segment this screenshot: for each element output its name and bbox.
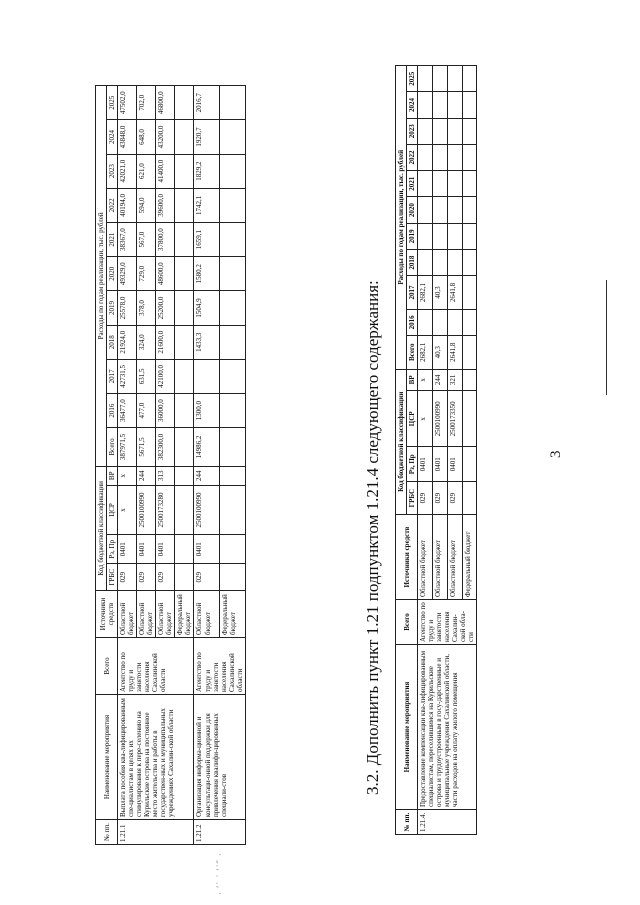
row-value: 1300,0 [194,393,220,427]
row-executor: Агентство по труду и занятости населения Сахалин-ской обла-сти [418,600,477,645]
row-source: Областной бюджет [137,591,156,638]
row-csr: x [418,391,433,447]
row-rzpr: 0401 [418,447,433,482]
row-value [418,309,433,335]
page-number: 3 [548,450,564,458]
header-num: № пп. [96,820,118,845]
row-source: Областной бюджет [118,591,137,638]
row-value [432,118,447,144]
row-value [175,120,194,154]
header-year: 2016 [407,309,418,335]
row-value [220,428,246,467]
row-value: 621,0 [137,154,156,188]
row-grbs: 029 [432,482,447,515]
row-grbs [175,564,194,591]
row-grbs: 029 [118,564,137,591]
row-csr [462,391,477,447]
header-year: 2016 [107,393,118,427]
row-value: 37800,0 [156,222,175,256]
row-value: 40,3 [432,336,447,370]
header-year: 2021 [407,171,418,197]
row-value [447,249,462,275]
header-year: 2018 [407,249,418,275]
row-value: 1742,1 [194,188,220,222]
row-vr: x [118,466,137,485]
row-csr: 2500173280 [156,485,175,534]
row-executor: Агентство по труду и занятости населения Сахалинской области [118,638,194,695]
row-value [220,188,246,222]
header-name: Наименование мероприятия [396,645,418,810]
header-year: 2017 [407,276,418,310]
row-value [175,393,194,427]
row-grbs [220,564,246,591]
row-value: 729,0 [137,257,156,291]
row-grbs: 029 [137,564,156,591]
row-value: 49329,0 [118,257,137,291]
row-grbs: 029 [418,482,433,515]
table-measures-1 [95,85,246,845]
row-value [462,118,477,144]
row-value: 36000,0 [156,393,175,427]
row-value [447,92,462,118]
row-value [462,309,477,335]
row-value: 1504,9 [194,291,220,325]
row-value [462,223,477,249]
row-value: 477,0 [137,393,156,427]
row-value: 378,0 [137,291,156,325]
header-year: 2020 [107,257,118,291]
header-expenses: Расходы по годам реализации, тыс. рублей [96,86,107,467]
header-vr: ВР [107,466,118,485]
header-rzpr: Рз, Пр [407,447,418,482]
row-value [432,309,447,335]
section-heading: 3.2. Дополнить пункт 1.21 подпунктом 1.21.4 следующего содержания: [363,280,382,795]
row-value: 1580,2 [194,257,220,291]
row-rzpr [220,535,246,564]
row-value [220,291,246,325]
scan-marks: · ′˙ ˙ ′˙˝ · [215,852,225,895]
row-value: 387971,5 [118,428,137,467]
header-year: 2019 [407,223,418,249]
row-value [220,222,246,256]
row-rzpr: 0401 [447,447,462,482]
row-value: 1659,1 [194,222,220,256]
row-num: 1.21.4. [418,810,477,835]
row-num: 1.21.2 [194,820,245,845]
row-value [175,257,194,291]
row-vr [175,466,194,485]
row-value: 2641,8 [447,336,462,370]
row-rzpr: 0401 [137,535,156,564]
row-value [220,257,246,291]
row-vr: 313 [156,466,175,485]
row-rzpr: 0401 [194,535,220,564]
row-value [418,171,433,197]
row-value [175,188,194,222]
row-value: 594,0 [137,188,156,222]
row-value [418,249,433,275]
row-value [432,92,447,118]
row-vr: x [418,369,433,391]
row-name: Организация информа-ционной и консультаци-онной поддержки для привлечения квалифи-цированных специали-стов [194,695,245,820]
row-value: 25578,0 [118,291,137,325]
row-value: 43200,0 [156,120,175,154]
row-csr: 2500173350 [447,391,462,447]
row-value [432,223,447,249]
header-source: Источники средств [96,591,118,638]
row-value: 2682,1 [418,336,433,370]
row-value [462,66,477,92]
header-year: 2020 [407,197,418,223]
header-year: 2023 [107,154,118,188]
row-value: 42731,5 [118,359,137,393]
row-csr: 2500100990 [432,391,447,447]
header-grbs: ГРБС [107,564,118,591]
row-value [418,118,433,144]
row-value [175,154,194,188]
row-value [175,86,194,120]
header-year: 2021 [107,222,118,256]
row-value [432,249,447,275]
row-value: 42021,0 [118,154,137,188]
row-value: 324,0 [137,325,156,359]
header-year: 2025 [107,86,118,120]
row-value [220,154,246,188]
row-value: 21600,0 [156,325,175,359]
header-csr: ЦСР [407,391,418,447]
row-vr: 244 [194,466,220,485]
row-value [418,66,433,92]
row-value [418,197,433,223]
row-value [220,359,246,393]
row-value [432,144,447,170]
row-grbs: 029 [447,482,462,515]
row-value [462,92,477,118]
row-value [462,197,477,223]
row-vr [462,369,477,391]
row-value [432,197,447,223]
row-vr: 321 [447,369,462,391]
row-value: 1920,7 [194,120,220,154]
row-value [462,249,477,275]
row-vr: 244 [432,369,447,391]
row-rzpr [175,535,194,564]
row-value: 2682,1 [418,276,433,310]
row-value: 702,0 [137,86,156,120]
header-year: 2022 [107,188,118,222]
row-value: 2016,7 [194,86,220,120]
row-value [462,276,477,310]
row-value [462,336,477,370]
row-value [220,86,246,120]
header-year: 2019 [107,291,118,325]
header-kbk: Код бюджетной классификации [96,466,107,590]
row-value [220,393,246,427]
row-source: Областной бюджет [447,515,462,600]
row-value: 40,3 [432,276,447,310]
table-measures-2 [395,65,477,835]
row-value: 648,0 [137,120,156,154]
header-expenses: Расходы по годам реализации, тыс. рублей [396,66,407,370]
row-grbs: 029 [194,564,220,591]
header-year: 2024 [407,92,418,118]
row-csr: 2500100990 [137,485,156,534]
row-value [462,171,477,197]
row-value: 2641,8 [447,276,462,310]
row-vr: 244 [137,466,156,485]
header-executor: Всего [396,600,418,645]
header-year: 2022 [407,144,418,170]
row-value [447,309,462,335]
row-value [418,92,433,118]
row-value: 14986,2 [194,428,220,467]
row-value: 40194,0 [118,188,137,222]
row-value [447,171,462,197]
row-value [418,223,433,249]
row-rzpr: 0401 [156,535,175,564]
header-num: № пп. [396,810,418,835]
header-kbk: Код бюджетной классификации [396,369,407,514]
row-source: Федеральный бюджет [462,515,477,600]
row-vr [220,466,246,485]
row-grbs [462,482,477,515]
row-value: 42100,0 [156,359,175,393]
header-executor: Всего [96,638,118,695]
header-year: 2024 [107,120,118,154]
row-rzpr [462,447,477,482]
header-rzpr: Рз, Пр [107,535,118,564]
row-name: Выплата пособия ква-лифицированным спе-циалистам в целях их стимулирования к пере-селению на Курильские острова на постоянное место жительства и работы в государствен-ных и муниципальных учреждениях Сахалин-ской области [118,695,194,820]
row-value [447,66,462,92]
row-value [175,325,194,359]
row-csr [175,485,194,534]
row-value: 41400,0 [156,154,175,188]
row-value: 1829,2 [194,154,220,188]
header-vr: ВР [407,369,418,391]
row-value: 5671,5 [137,428,156,467]
row-value [432,66,447,92]
row-grbs: 029 [156,564,175,591]
row-value: 47502,0 [118,86,137,120]
row-value [447,223,462,249]
row-value: 36477,0 [118,393,137,427]
row-name: Предоставление компенсации ква-лифицированным специалистам, переселившимся на Курильские острова и трудоустроенным в госу-дарственные и муниципальные учреждения Сахалинской области, части расходов на оплату жилого помещения [418,645,477,810]
row-source: Областной бюджет [432,515,447,600]
row-value [175,222,194,256]
row-value [194,359,220,393]
row-rzpr: 0401 [432,447,447,482]
header-total: Всего [407,336,418,370]
header-name: Наименование мероприятия [96,695,118,820]
table-row [194,86,220,845]
row-value: 382300,0 [156,428,175,467]
row-value: 21924,0 [118,325,137,359]
row-value: 38367,0 [118,222,137,256]
row-source: Областной бюджет [418,515,433,600]
row-num: 1.21.1 [118,820,194,845]
row-source: Федеральный бюджет [220,591,246,638]
header-grbs: ГРБС [407,482,418,515]
header-csr: ЦСР [107,485,118,534]
row-value [220,325,246,359]
row-value [432,171,447,197]
row-csr: x [118,485,137,534]
row-value [175,291,194,325]
row-executor: Агентство по труду и занятости населения Сахалинской области [194,638,245,695]
row-value: 631,5 [137,359,156,393]
footnote-rule [606,280,607,395]
header-year: 2025 [407,66,418,92]
row-value [418,144,433,170]
table-row [418,66,433,835]
row-csr: 2500100990 [194,485,220,534]
row-source: Федеральный бюджет [175,591,194,638]
row-value [447,197,462,223]
row-value [447,118,462,144]
row-value [175,359,194,393]
table-row [118,86,137,845]
row-value [220,120,246,154]
row-rzpr: 0401 [118,535,137,564]
header-year: 2017 [107,359,118,393]
row-value: 25200,0 [156,291,175,325]
header-year: 2023 [407,118,418,144]
row-value: 48600,0 [156,257,175,291]
row-value: 43848,0 [118,120,137,154]
row-source: Областной бюджет [156,591,175,638]
header-total: Всего [107,428,118,467]
row-csr [220,485,246,534]
header-year: 2018 [107,325,118,359]
header-source: Источники средств [396,515,418,600]
row-value: 46800,0 [156,86,175,120]
row-value [462,144,477,170]
row-value: 567,0 [137,222,156,256]
row-value [175,428,194,467]
row-value: 1433,3 [194,325,220,359]
row-value: 39600,0 [156,188,175,222]
row-source: Областной бюджет [194,591,220,638]
row-value [447,144,462,170]
